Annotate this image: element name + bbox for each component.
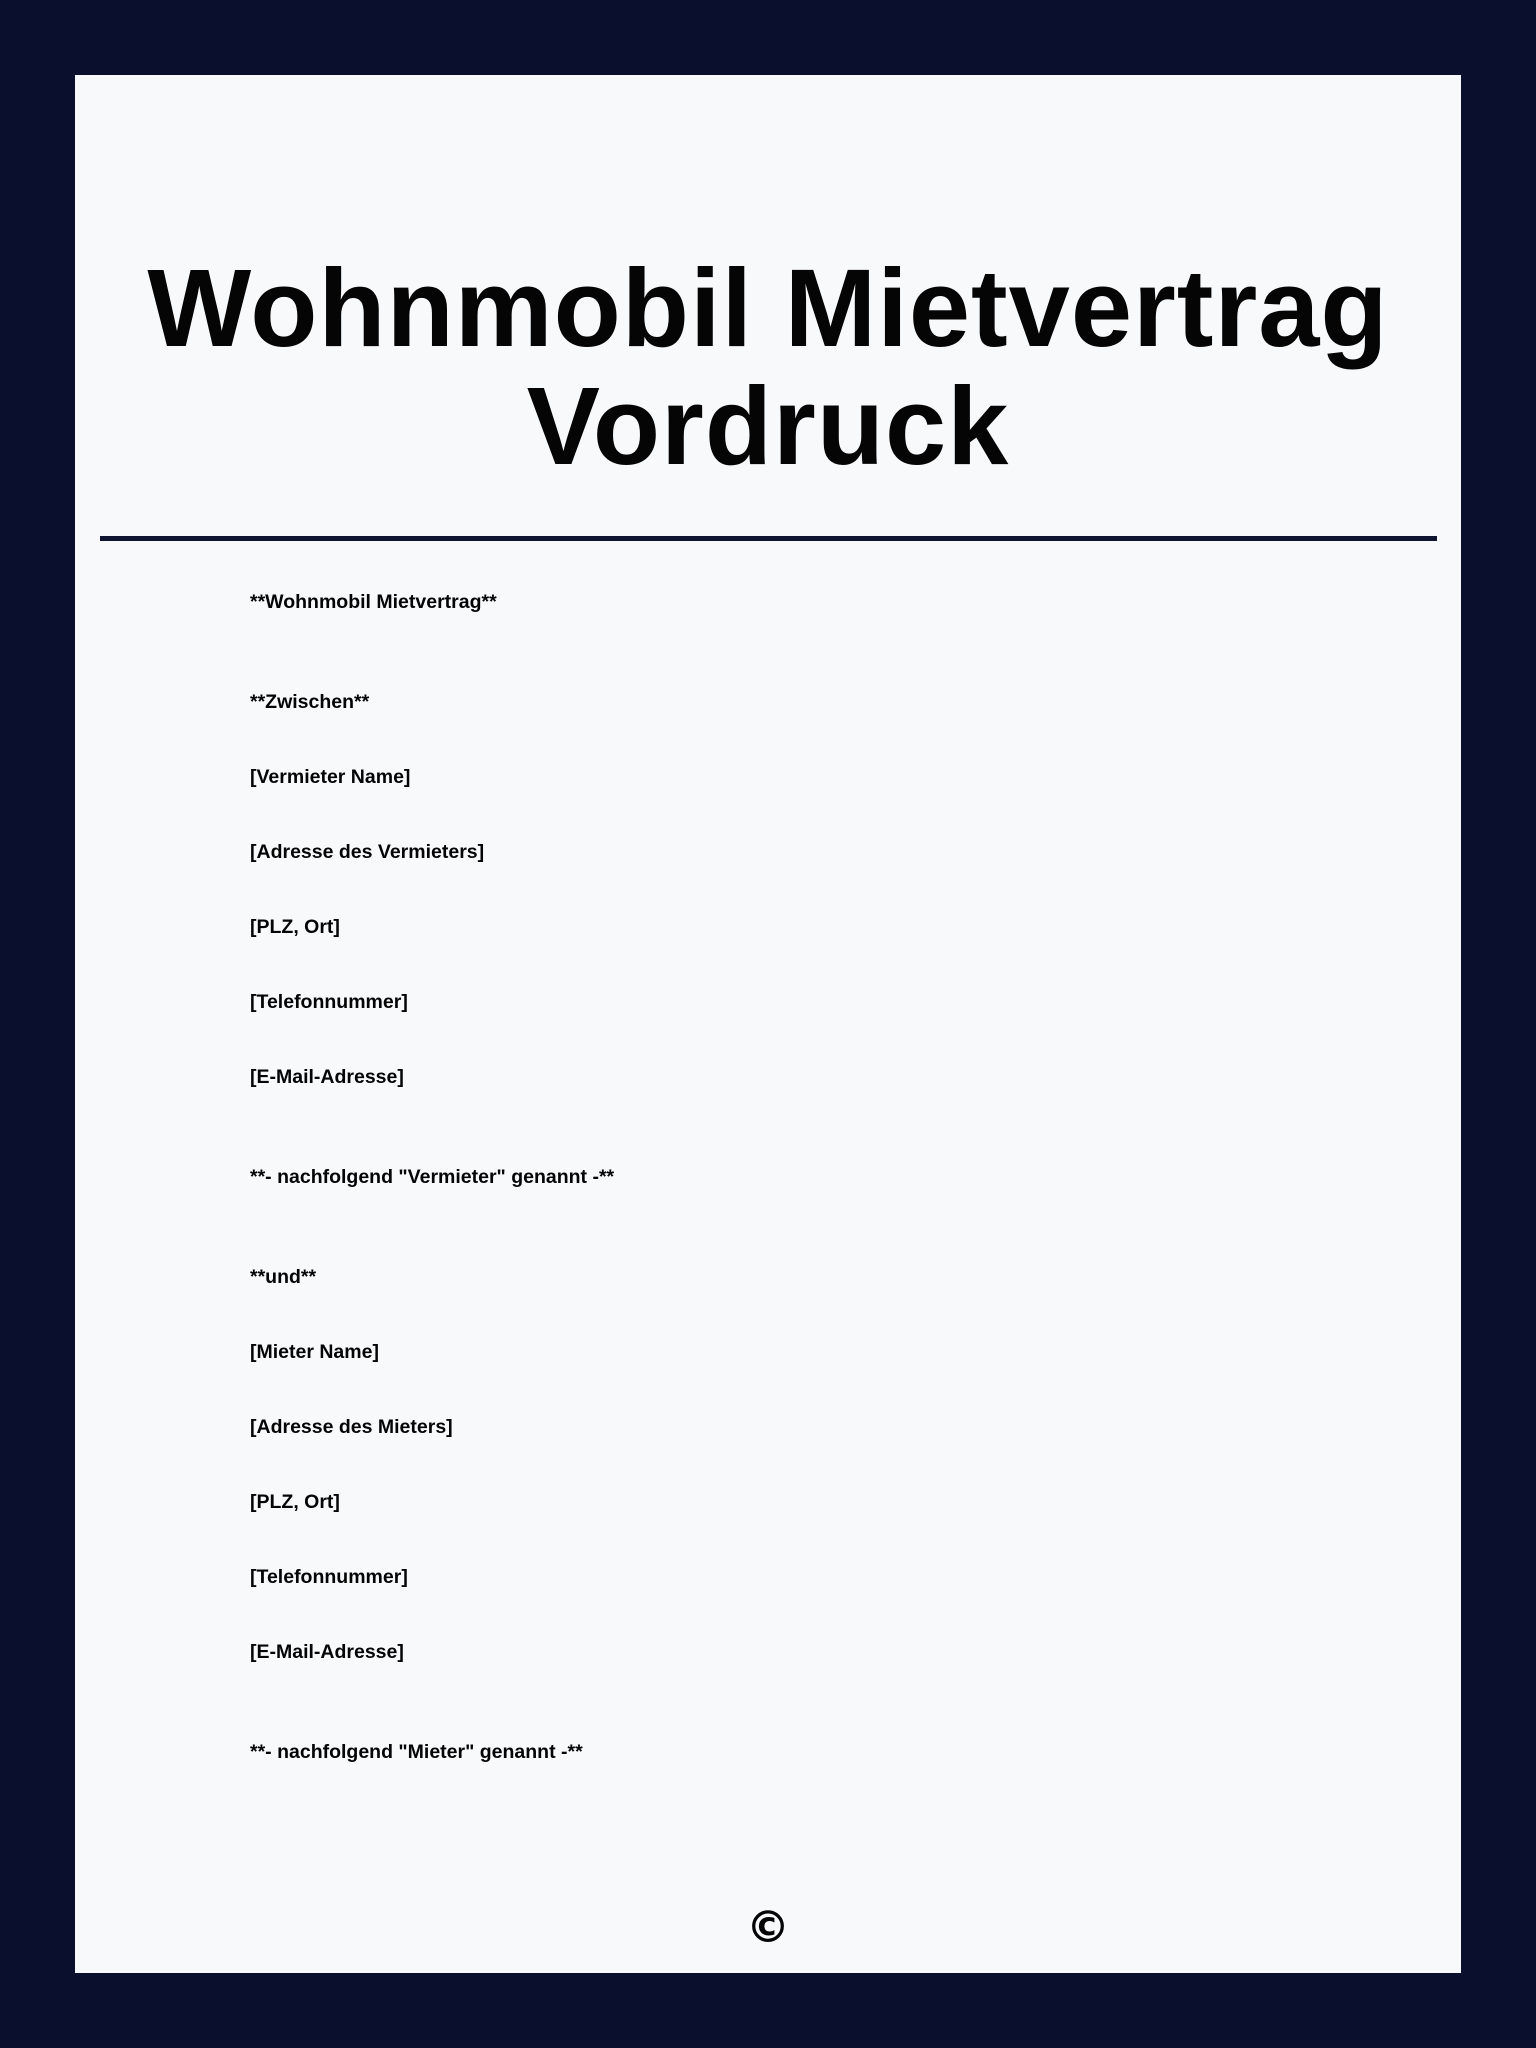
document-title: Wohnmobil Mietvertrag Vordruck <box>147 247 1389 488</box>
tenant-address-placeholder: [Adresse des Mieters] <box>250 1416 453 1438</box>
and-label: **und** <box>250 1266 317 1288</box>
tenant-phone-placeholder: [Telefonnummer] <box>250 1566 408 1588</box>
document-page <box>75 75 1461 1973</box>
copyright-icon: © <box>746 1902 790 1953</box>
landlord-postal-placeholder: [PLZ, Ort] <box>250 916 340 938</box>
landlord-address-placeholder: [Adresse des Vermieters] <box>250 841 485 863</box>
contract-heading: **Wohnmobil Mietvertrag** <box>250 591 497 613</box>
landlord-name-placeholder: [Vermieter Name] <box>250 766 411 788</box>
landlord-email-placeholder: [E-Mail-Adresse] <box>250 1066 404 1088</box>
tenant-postal-placeholder: [PLZ, Ort] <box>250 1491 340 1513</box>
tenant-email-placeholder: [E-Mail-Adresse] <box>250 1641 404 1663</box>
tenant-name-placeholder: [Mieter Name] <box>250 1341 379 1363</box>
between-label: **Zwischen** <box>250 691 370 713</box>
landlord-phone-placeholder: [Telefonnummer] <box>250 991 408 1013</box>
tenant-designation: **- nachfolgend "Mieter" genannt -** <box>250 1741 583 1763</box>
title-divider <box>100 536 1437 541</box>
landlord-designation: **- nachfolgend "Vermieter" genannt -** <box>250 1166 615 1188</box>
